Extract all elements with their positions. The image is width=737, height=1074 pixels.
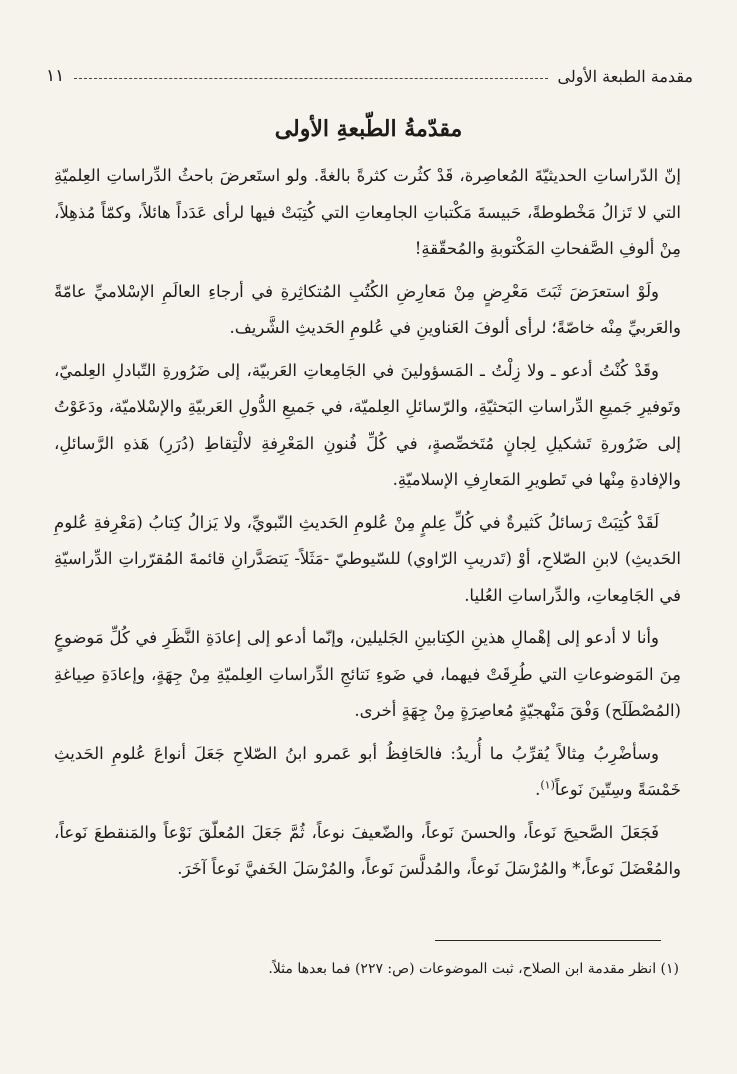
footnote-rule — [435, 940, 661, 941]
footnote-marker: (١) — [540, 778, 555, 792]
paragraph-4: لَقَدْ كُتِبَتْ رَسائلُ كَثيرةٌ في كُلِّ عِلمٍ مِنْ عُلومِ الحَديثِ النّبويِّ، ولا يَزالُ كِتابُ (مَعْرِفةِ عُلومِ الحَديثِ) لابنِ الصّلاحِ، أوْ (تَدريبِ الرّاوي) للسّيوطيّ -مَثَلاً- يَتصَدَّرانِ قائمةَ المُقرّراتِ الدِّراسيّةِ في الجَامِعاتِ، والدِّراساتِ العُليا. — [54, 512, 681, 605]
body-text — [54, 158, 681, 894]
running-head — [46, 62, 693, 90]
paragraph-6-text: وسأضْرِبُ مِثالاً يُقرِّبُ ما أُريدُ: فالحَافِظُ أبو عَمرو ابنُ الصّلاحِ جَعَلَ أنواعَ عُلومِ الحَديثِ خَمْسَةً وسِتّينَ نَوعاً — [54, 743, 681, 799]
footnote: (١) انظر مقدمة ابن الصلاح، ثبت الموضوعات (ص: ٢٢٧) فما بعدها مثلاً. — [268, 961, 679, 977]
running-title: مقدمة الطبعة الأولى — [557, 66, 693, 86]
paragraph-2: ولَوْ استعرَضَ ثَبَتَ مَعْرِضٍ مِنْ مَعارِضِ الكُتُبِ المُتكاثِرةِ في أرجاءِ العالَمِ الإسْلاميِّ عامّةً والعَربيِّ مِنْه خاصّةً؛ لرأى ألوفَ العَناوينِ في عُلومِ الحَديثِ الشَّريف. — [54, 281, 681, 337]
header-dashed-rule — [74, 78, 547, 79]
paragraph-5: وأنا لا أدعو إلى إهْمالِ هذينِ الكِتابينِ الجَليلين، وإنّما أدعو إلى إعادَةِ النَّظَرِ في كُلِّ مَوضوعٍ مِنَ المَوضوعاتِ التي طُرِقَتْ فيهما، في ضَوءِ نَتائجِ الدِّراساتِ العِلميّةِ مِنْ جِهَةٍ، وإعادَةِ صِياغةِ (المُصْطَلَح) وَفْقَ مَنْهجيّةٍ مُعاصِرَةٍ مِنْ جِهَةٍ أخرى. — [54, 628, 681, 720]
section-heading: مقدّمةُ الطّبعةِ الأولى — [274, 116, 463, 142]
page-number: ١١ — [46, 66, 65, 86]
paragraph-7: فَجَعَلَ الصَّحيحَ نَوعاً، والحسنَ نَوعاً، والضّعيفَ نوعاً، ثُمَّ جَعَلَ المُعلّقَ نَوْعاً والمَنقطعَ نَوعاً، والمُعْضَلَ نَوعاً،* والمُرْسَلَ نَوعاً، والمُدلَّسَ نَوعاً، والمُرْسَلَ الخَفيَّ نَوعاً آخَرَ. — [54, 822, 681, 878]
paragraph-6: وسأضْرِبُ مِثالاً يُقرِّبُ ما أُريدُ: فالحَافِظُ أبو عَمرو ابنُ الصّلاحِ جَعَلَ أنواعَ عُلومِ الحَديثِ خَمْسَةً وسِتّينَ نَوعاً$^{(١)}$. — [54, 743, 681, 799]
paragraph-1: إنّ الدّراساتِ الحديثيّةَ المُعاصِرة، قَدْ كثُرت كثرةً بالغةً. ولو استَعرضَ باحثُ الدِّراساتِ العِلميّةِ التي لا تَزالُ مَخْطوطةً، حَبيسةَ مَكْتباتِ الجامِعاتِ التي كُتِبَتْ فيها لرأى عَدَداً هائلاً، وكمّاً مُذهِلاً، مِنْ ألوفِ الصَّفحاتِ المَكْتوبةِ والمُحقّقةِ! — [54, 166, 681, 258]
paragraph-3: وقَدْ كُنْتُ أدعو ـ ولا زِلْتُ ـ المَسؤولينَ في الجَامِعاتِ العَربيّة، إلى ضَرُورةِ التّبادلِ العِلميّ، وتَوفيرِ جَميعِ الدِّراساتِ البَحثيّةِ، والرّسائلِ العِلميّة، في جَميعِ الدُّولِ العَربيّةِ والإسْلاميّة، ودَعَوْتُ إلى ضَرُورةِ تَشكيلِ لِجانٍ مُتَخصِّصةٍ، في كُلِّ فُنونِ المَعْرِفةِ لالْتِقاطِ (دُرَرِ) هَذهِ الرَّسائلِ، والإفادةِ مِنْها في تَطويرِ المَعارِفِ الإسلاميّةِ. — [54, 360, 681, 489]
